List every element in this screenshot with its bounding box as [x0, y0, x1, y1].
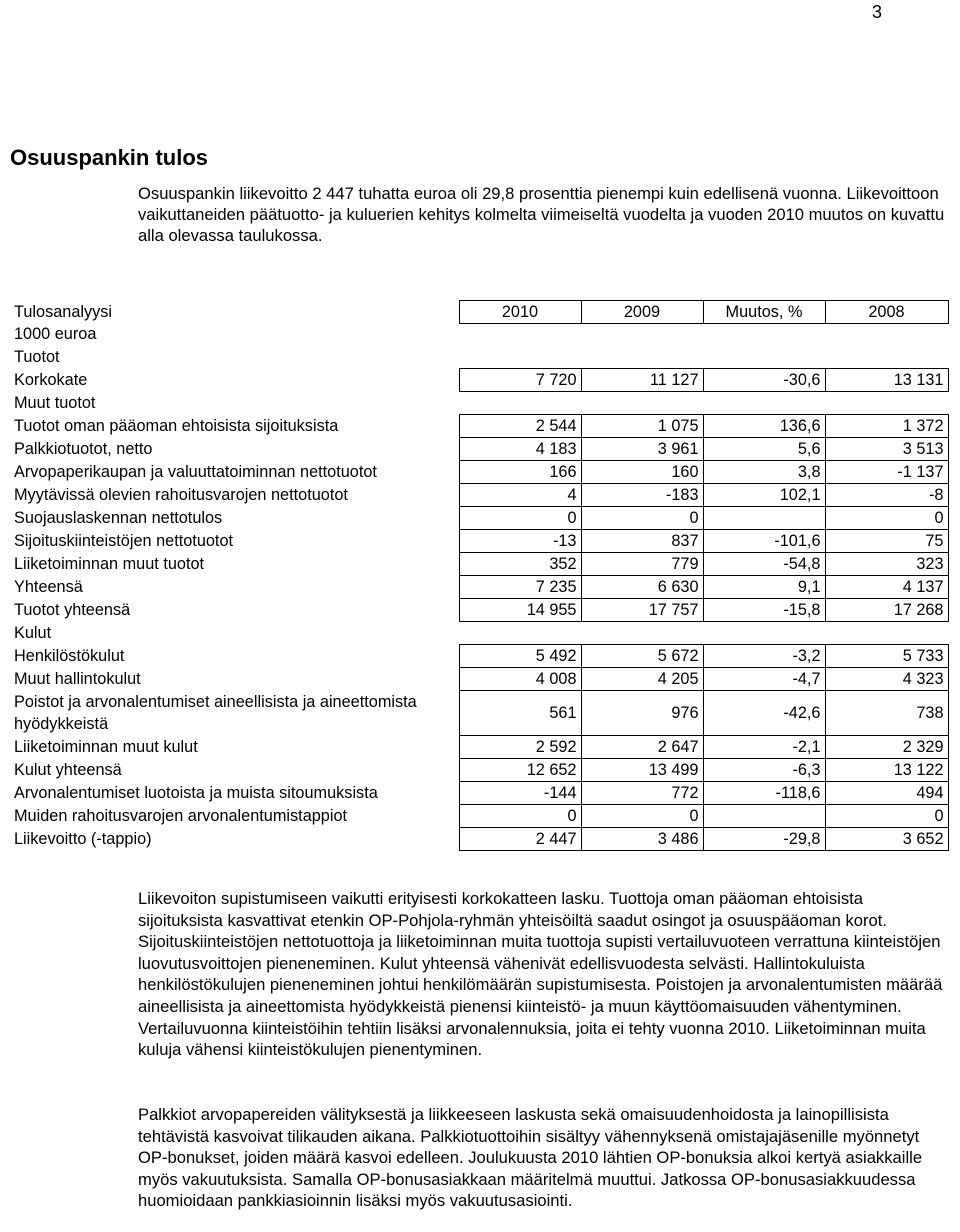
- table-row: [10, 805, 948, 828]
- row-value: -30,6: [703, 369, 825, 392]
- row-label: Arvonalentumiset luotoista ja muista sitoumuksista: [14, 783, 378, 802]
- table-header-2008: 2008: [825, 301, 948, 324]
- row-value: -42,6: [703, 691, 825, 736]
- results-table: [10, 300, 949, 851]
- row-label: Muut hallintokulut: [14, 669, 141, 688]
- table-row: [10, 461, 948, 484]
- row-value: -13: [459, 530, 581, 553]
- page-title: Osuuspankin tulos: [10, 145, 209, 170]
- table-row: [10, 346, 948, 369]
- row-value: 4: [459, 484, 581, 507]
- row-value: 4 205: [581, 668, 703, 691]
- row-value: 0: [581, 805, 703, 828]
- row-value: 779: [581, 553, 703, 576]
- intro-paragraph: Osuuspankin liikevoitto 2 447 tuhatta euroa oli 29,8 prosenttia pienempi kuin edellisenä vuonna. Liikevoittoon vaikuttaneiden päätuotto- ja kuluerien kehitys kolmelta viimeiseltä vuodelta ja vuoden 2010 muutos on kuvattu alla olevassa taulukossa.: [138, 184, 945, 245]
- row-label: Liikevoitto (-tappio): [14, 829, 152, 848]
- row-empty: [459, 622, 948, 645]
- table-unit: 1000 euroa: [14, 325, 97, 344]
- row-value: -144: [459, 782, 581, 805]
- row-value: 976: [581, 691, 703, 736]
- row-value: 738: [825, 691, 948, 736]
- row-value: -29,8: [703, 828, 825, 851]
- row-value: 0: [459, 805, 581, 828]
- table-header-change: Muutos, %: [703, 301, 825, 324]
- row-label: Liiketoiminnan muut tuotot: [14, 554, 205, 573]
- row-value: 17 757: [581, 599, 703, 622]
- row-label: Yhteensä: [14, 577, 83, 596]
- row-value: -3,2: [703, 645, 825, 668]
- page-number: 3: [871, 2, 882, 22]
- row-value: 5,6: [703, 438, 825, 461]
- row-value: 14 955: [459, 599, 581, 622]
- row-label: Henkilöstökulut: [14, 646, 125, 665]
- row-value: 2 592: [459, 736, 581, 759]
- table-header-label: Tulosanalyysi: [14, 302, 113, 321]
- row-value: [703, 805, 825, 828]
- row-value: 0: [459, 507, 581, 530]
- table-row: [10, 530, 948, 553]
- row-value: 2 329: [825, 736, 948, 759]
- row-value: -54,8: [703, 553, 825, 576]
- row-value: 13 122: [825, 759, 948, 782]
- row-label: Kulut yhteensä: [14, 760, 122, 779]
- row-value: 1 372: [825, 415, 948, 438]
- row-value: 4 183: [459, 438, 581, 461]
- row-value: 3 486: [581, 828, 703, 851]
- row-value: 2 544: [459, 415, 581, 438]
- row-value: -4,7: [703, 668, 825, 691]
- row-label: Tuotot oman pääoman ehtoisista sijoituksista: [14, 416, 339, 435]
- row-label: Muiden rahoitusvarojen arvonalentumistappiot: [14, 806, 348, 825]
- row-label: Tuotot: [14, 347, 60, 366]
- row-value: 3 961: [581, 438, 703, 461]
- row-value: 4 323: [825, 668, 948, 691]
- row-label: Kulut: [14, 623, 52, 642]
- row-value: -2,1: [703, 736, 825, 759]
- table-row: [10, 759, 948, 782]
- table-unit-row: [10, 324, 948, 347]
- row-value: 0: [825, 507, 948, 530]
- row-label: Liiketoiminnan muut kulut: [14, 737, 198, 756]
- row-label: Muut tuotot: [14, 393, 96, 412]
- table-row: [10, 782, 948, 805]
- row-value: -1 137: [825, 461, 948, 484]
- row-value: 7 235: [459, 576, 581, 599]
- row-value: 5 733: [825, 645, 948, 668]
- row-value: 352: [459, 553, 581, 576]
- row-value: 75: [825, 530, 948, 553]
- row-value: 3,8: [703, 461, 825, 484]
- row-value: 3 652: [825, 828, 948, 851]
- row-value: 5 672: [581, 645, 703, 668]
- row-value: -118,6: [703, 782, 825, 805]
- table-row: [10, 553, 948, 576]
- row-label: Poistot ja arvonalentumiset aineellisista ja aineettomista hyödykkeistä: [14, 693, 417, 733]
- row-value: 17 268: [825, 599, 948, 622]
- row-label: Palkkiotuotot, netto: [14, 439, 153, 458]
- row-value: 7 720: [459, 369, 581, 392]
- row-value: 3 513: [825, 438, 948, 461]
- row-label: Arvopaperikaupan ja valuuttatoiminnan nettotuotot: [14, 462, 377, 481]
- row-value: 323: [825, 553, 948, 576]
- row-value: 13 499: [581, 759, 703, 782]
- table-row: [10, 415, 948, 438]
- row-value: 5 492: [459, 645, 581, 668]
- row-value: -8: [825, 484, 948, 507]
- table-row: [10, 691, 948, 736]
- analysis-paragraph-2: Palkkiot arvopapereiden välityksestä ja liikkeeseen laskusta sekä omaisuudenhoidosta ja lainopillisista tehtävistä kasvoivat tilikauden aikana. Palkkiotuottoihin sisältyy vähennyksenä omistajajäsenille myönnetyt OP-bonukset, joiden määrä kasvoi edelleen. Joulukuusta 2010 lähtien OP-bonuksia alkoi kertyä asiakkaille myös vakuutuksista. Samalla OP-bonusasiakkaan määritelmä muuttui. Jatkossa OP-bonusasiakkuudessa huomioidaan pankkiasioinnin lisäksi myös vakuutusasiointi.: [138, 1105, 923, 1211]
- row-value: -183: [581, 484, 703, 507]
- row-value: 13 131: [825, 369, 948, 392]
- table-body: [10, 346, 948, 851]
- row-value: 136,6: [703, 415, 825, 438]
- row-value: [703, 507, 825, 530]
- row-empty: [459, 346, 948, 369]
- row-value: 160: [581, 461, 703, 484]
- table-row: [10, 668, 948, 691]
- table-row: [10, 736, 948, 759]
- table-header-2009: 2009: [581, 301, 703, 324]
- table-header-2010: 2010: [459, 301, 581, 324]
- row-value: 494: [825, 782, 948, 805]
- row-value: 166: [459, 461, 581, 484]
- row-value: 11 127: [581, 369, 703, 392]
- row-value: 12 652: [459, 759, 581, 782]
- row-value: 2 447: [459, 828, 581, 851]
- row-value: 2 647: [581, 736, 703, 759]
- row-label: Korkokate: [14, 370, 88, 389]
- table-row: [10, 392, 948, 415]
- table-row: [10, 645, 948, 668]
- row-label: Myytävissä olevien rahoitusvarojen nettotuotot: [14, 485, 348, 504]
- row-label: Sijoituskiinteistöjen nettotuotot: [14, 531, 234, 550]
- row-value: 102,1: [703, 484, 825, 507]
- row-value: 9,1: [703, 576, 825, 599]
- row-value: 6 630: [581, 576, 703, 599]
- row-value: 1 075: [581, 415, 703, 438]
- row-value: -6,3: [703, 759, 825, 782]
- row-value: 772: [581, 782, 703, 805]
- row-label: Tuotot yhteensä: [14, 600, 131, 619]
- table-row: [10, 484, 948, 507]
- row-label: Suojauslaskennan nettotulos: [14, 508, 223, 527]
- table-row: [10, 576, 948, 599]
- row-value: 0: [825, 805, 948, 828]
- row-value: 4 137: [825, 576, 948, 599]
- table-row: [10, 438, 948, 461]
- row-value: 4 008: [459, 668, 581, 691]
- row-value: 837: [581, 530, 703, 553]
- table-row: [10, 369, 948, 392]
- row-value: 0: [581, 507, 703, 530]
- table-row: [10, 599, 948, 622]
- table-row: [10, 622, 948, 645]
- table-row: [10, 507, 948, 530]
- row-empty: [459, 392, 948, 415]
- analysis-paragraph-1: Liikevoiton supistumiseen vaikutti erityisesti korkokatteen lasku. Tuottoja oman pääoman ehtoisista sijoituksista kasvattivat etenkin OP-Pohjola-ryhmän yhteisöiltä saadut osingot ja osuuspääoman korot. Sijoituskiinteistöjen nettotuottoja ja liiketoiminnan muita tuottoja supisti vertailuvuoteen verrattuna kiinteistöjen luovutusvoittojen pieneneminen. Kulut yhteensä vähenivät edellisvuodesta selvästi. Hallintokuluista henkilöstökulujen pieneneminen johtui henkilömäärän supistumisesta. Poistojen ja arvonalentumisten määrää aineellisista ja aineettomista hyödykkeistä pienensi kiinteistö- ja muun käyttöomaisuuden vähentyminen. Vertailuvuonna kiinteistöihin tehtiin lisäksi arvonalennuksia, joita ei tehty vuonna 2010. Liiketoiminnan muita kuluja vähensi kiinteistökulujen pienentyminen.: [138, 889, 943, 1060]
- row-value: -101,6: [703, 530, 825, 553]
- table-header-row: [10, 301, 948, 324]
- table-row: [10, 828, 948, 851]
- row-value: 561: [459, 691, 581, 736]
- row-value: -15,8: [703, 599, 825, 622]
